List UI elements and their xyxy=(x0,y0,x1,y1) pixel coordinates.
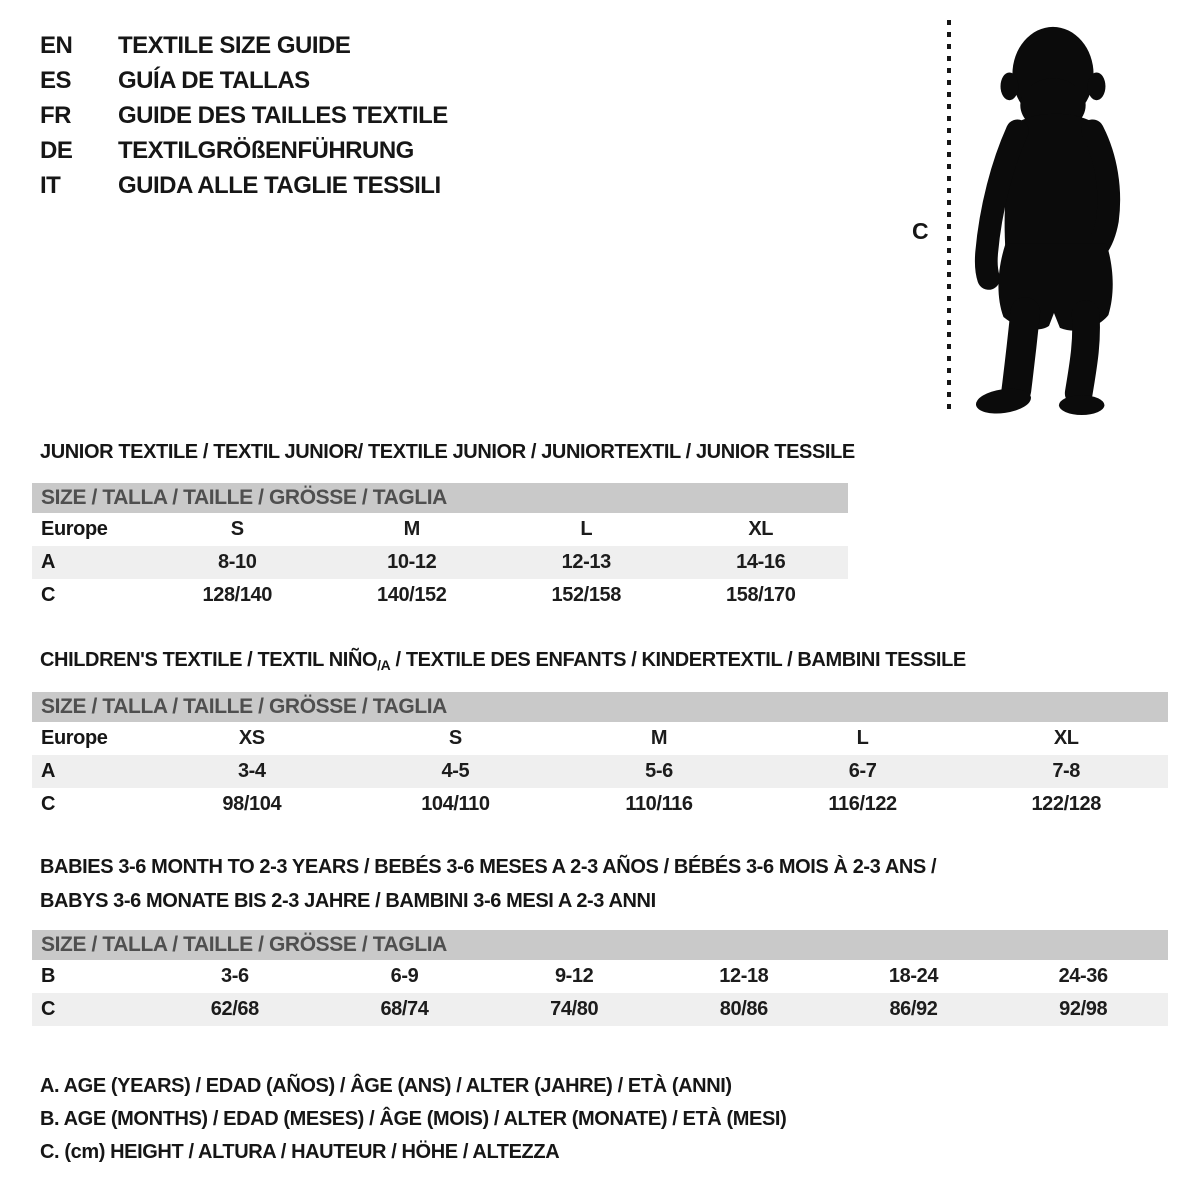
babies-title-line1: BABIES 3-6 MONTH TO 2-3 YEARS / BEBÉS 3-6 MESES A 2-3 AÑOS / BÉBÉS 3-6 MOIS À 2-3 ANS / xyxy=(40,856,937,878)
size-cell: XL xyxy=(748,518,774,540)
lang-title: GUIDA ALLE TAGLIE TESSILI xyxy=(118,171,441,199)
height-cell: 104/110 xyxy=(421,793,490,815)
children-title-sub: /A xyxy=(377,657,391,673)
language-title-list xyxy=(40,28,448,203)
size-cell: M xyxy=(650,727,668,749)
junior-sizes-row xyxy=(32,513,848,546)
junior-age-row xyxy=(32,546,848,579)
row-label: A xyxy=(41,760,56,782)
lang-row-fr xyxy=(40,98,448,133)
height-measure-label: C xyxy=(912,218,929,244)
babies-size-table xyxy=(32,930,1168,1026)
age-cell: 24-36 xyxy=(1058,965,1108,987)
lang-row-en xyxy=(40,28,448,63)
height-cell: 80/86 xyxy=(719,998,768,1020)
age-cell: 3-4 xyxy=(237,760,266,782)
size-cell: L xyxy=(580,518,593,540)
lang-code: IT xyxy=(40,171,61,199)
babies-size-header-bar xyxy=(32,930,1168,960)
age-cell: 8-10 xyxy=(218,551,257,573)
lang-title: TEXTILGRÖßENFÜHRUNG xyxy=(118,136,414,164)
age-cell: 6-7 xyxy=(848,760,877,782)
children-sizes-row xyxy=(32,722,1168,755)
height-cell: 122/128 xyxy=(1031,793,1101,815)
row-label: Europe xyxy=(41,727,108,749)
height-cell: 92/98 xyxy=(1059,998,1108,1020)
height-cell: 158/170 xyxy=(726,584,796,606)
junior-section-title: JUNIOR TEXTILE / TEXTIL JUNIOR/ TEXTILE JUNIOR / JUNIORTEXTIL / JUNIOR TESSILE xyxy=(40,441,855,463)
age-cell: 12-13 xyxy=(561,551,611,573)
legend-line-b: B. AGE (MONTHS) / EDAD (MESES) / ÂGE (MOIS) / ALTER (MONATE) / ETÀ (MESI) xyxy=(40,1108,787,1130)
age-cell: 9-12 xyxy=(554,965,594,987)
size-header-label: SIZE / TALLA / TAILLE / GRÖSSE / TAGLIA xyxy=(41,695,447,718)
lang-row-it xyxy=(40,168,448,203)
height-cell: 62/68 xyxy=(210,998,259,1020)
children-section-title xyxy=(40,643,966,682)
babies-section-title xyxy=(40,850,936,918)
height-cell: 116/122 xyxy=(828,793,897,815)
size-cell: M xyxy=(403,518,420,540)
size-cell: XS xyxy=(238,727,265,749)
age-cell: 3-6 xyxy=(220,965,249,987)
toddler-silhouette-icon xyxy=(960,20,1142,416)
row-label: C xyxy=(41,793,56,815)
junior-size-table xyxy=(32,483,848,612)
age-cell: 6-9 xyxy=(390,965,419,987)
babies-height-row xyxy=(32,993,1168,1026)
measurement-legend xyxy=(40,1070,786,1169)
size-cell: L xyxy=(856,727,869,749)
children-size-header-bar xyxy=(32,692,1168,722)
row-label: C xyxy=(41,584,56,606)
dashed-height-line xyxy=(946,18,952,416)
babies-age-row xyxy=(32,960,1168,993)
children-height-row xyxy=(32,788,1168,821)
size-header-label: SIZE / TALLA / TAILLE / GRÖSSE / TAGLIA xyxy=(41,486,447,509)
height-cell: 98/104 xyxy=(222,793,282,815)
legend-line-c: C. (cm) HEIGHT / ALTURA / HAUTEUR / HÖHE / ALTEZZA xyxy=(40,1141,560,1163)
height-cell: 152/158 xyxy=(551,584,621,606)
height-cell: 74/80 xyxy=(550,998,599,1020)
lang-title: TEXTILE SIZE GUIDE xyxy=(118,31,351,59)
age-cell: 12-18 xyxy=(719,965,769,987)
lang-row-es xyxy=(40,63,448,98)
height-cell: 110/116 xyxy=(625,793,693,815)
age-cell: 10-12 xyxy=(387,551,437,573)
size-cell: XL xyxy=(1053,727,1079,749)
age-cell: 4-5 xyxy=(441,760,470,782)
age-cell: 14-16 xyxy=(736,551,786,573)
lang-row-de xyxy=(40,133,448,168)
row-label: C xyxy=(41,998,56,1020)
size-cell: S xyxy=(448,727,462,749)
age-cell: 18-24 xyxy=(888,965,939,987)
height-cell: 86/92 xyxy=(889,998,938,1020)
age-cell: 7-8 xyxy=(1052,760,1081,782)
lang-code: DE xyxy=(40,136,73,164)
children-age-row xyxy=(32,755,1168,788)
children-title-prefix: CHILDREN'S TEXTILE / TEXTIL NIÑO xyxy=(40,649,378,671)
row-label: Europe xyxy=(41,518,108,540)
junior-size-header-bar xyxy=(32,483,848,513)
height-cell: 68/74 xyxy=(380,998,429,1020)
age-cell: 5-6 xyxy=(645,760,673,782)
lang-code: EN xyxy=(40,31,73,59)
row-label: B xyxy=(41,965,56,987)
junior-height-row xyxy=(32,579,848,612)
height-cell: 140/152 xyxy=(377,584,447,606)
children-size-table xyxy=(32,692,1168,821)
lang-title: GUÍA DE TALLAS xyxy=(118,66,310,94)
lang-code: ES xyxy=(40,66,72,94)
babies-title-line2: BABYS 3-6 MONATE BIS 2-3 JAHRE / BAMBINI 3-6 MESI A 2-3 ANNI xyxy=(40,890,656,912)
children-title-suffix: / TEXTILE DES ENFANTS / KINDERTEXTIL / BAMBINI TESSILE xyxy=(390,649,966,671)
lang-code: FR xyxy=(40,101,71,129)
lang-title: GUIDE DES TAILLES TEXTILE xyxy=(118,101,448,129)
height-cell: 128/140 xyxy=(202,584,272,606)
size-header-label: SIZE / TALLA / TAILLE / GRÖSSE / TAGLIA xyxy=(41,933,447,956)
legend-line-a: A. AGE (YEARS) / EDAD (AÑOS) / ÂGE (ANS) / ALTER (JAHRE) / ETÀ (ANNI) xyxy=(40,1075,732,1097)
row-label: A xyxy=(41,551,56,573)
size-cell: S xyxy=(230,518,244,540)
